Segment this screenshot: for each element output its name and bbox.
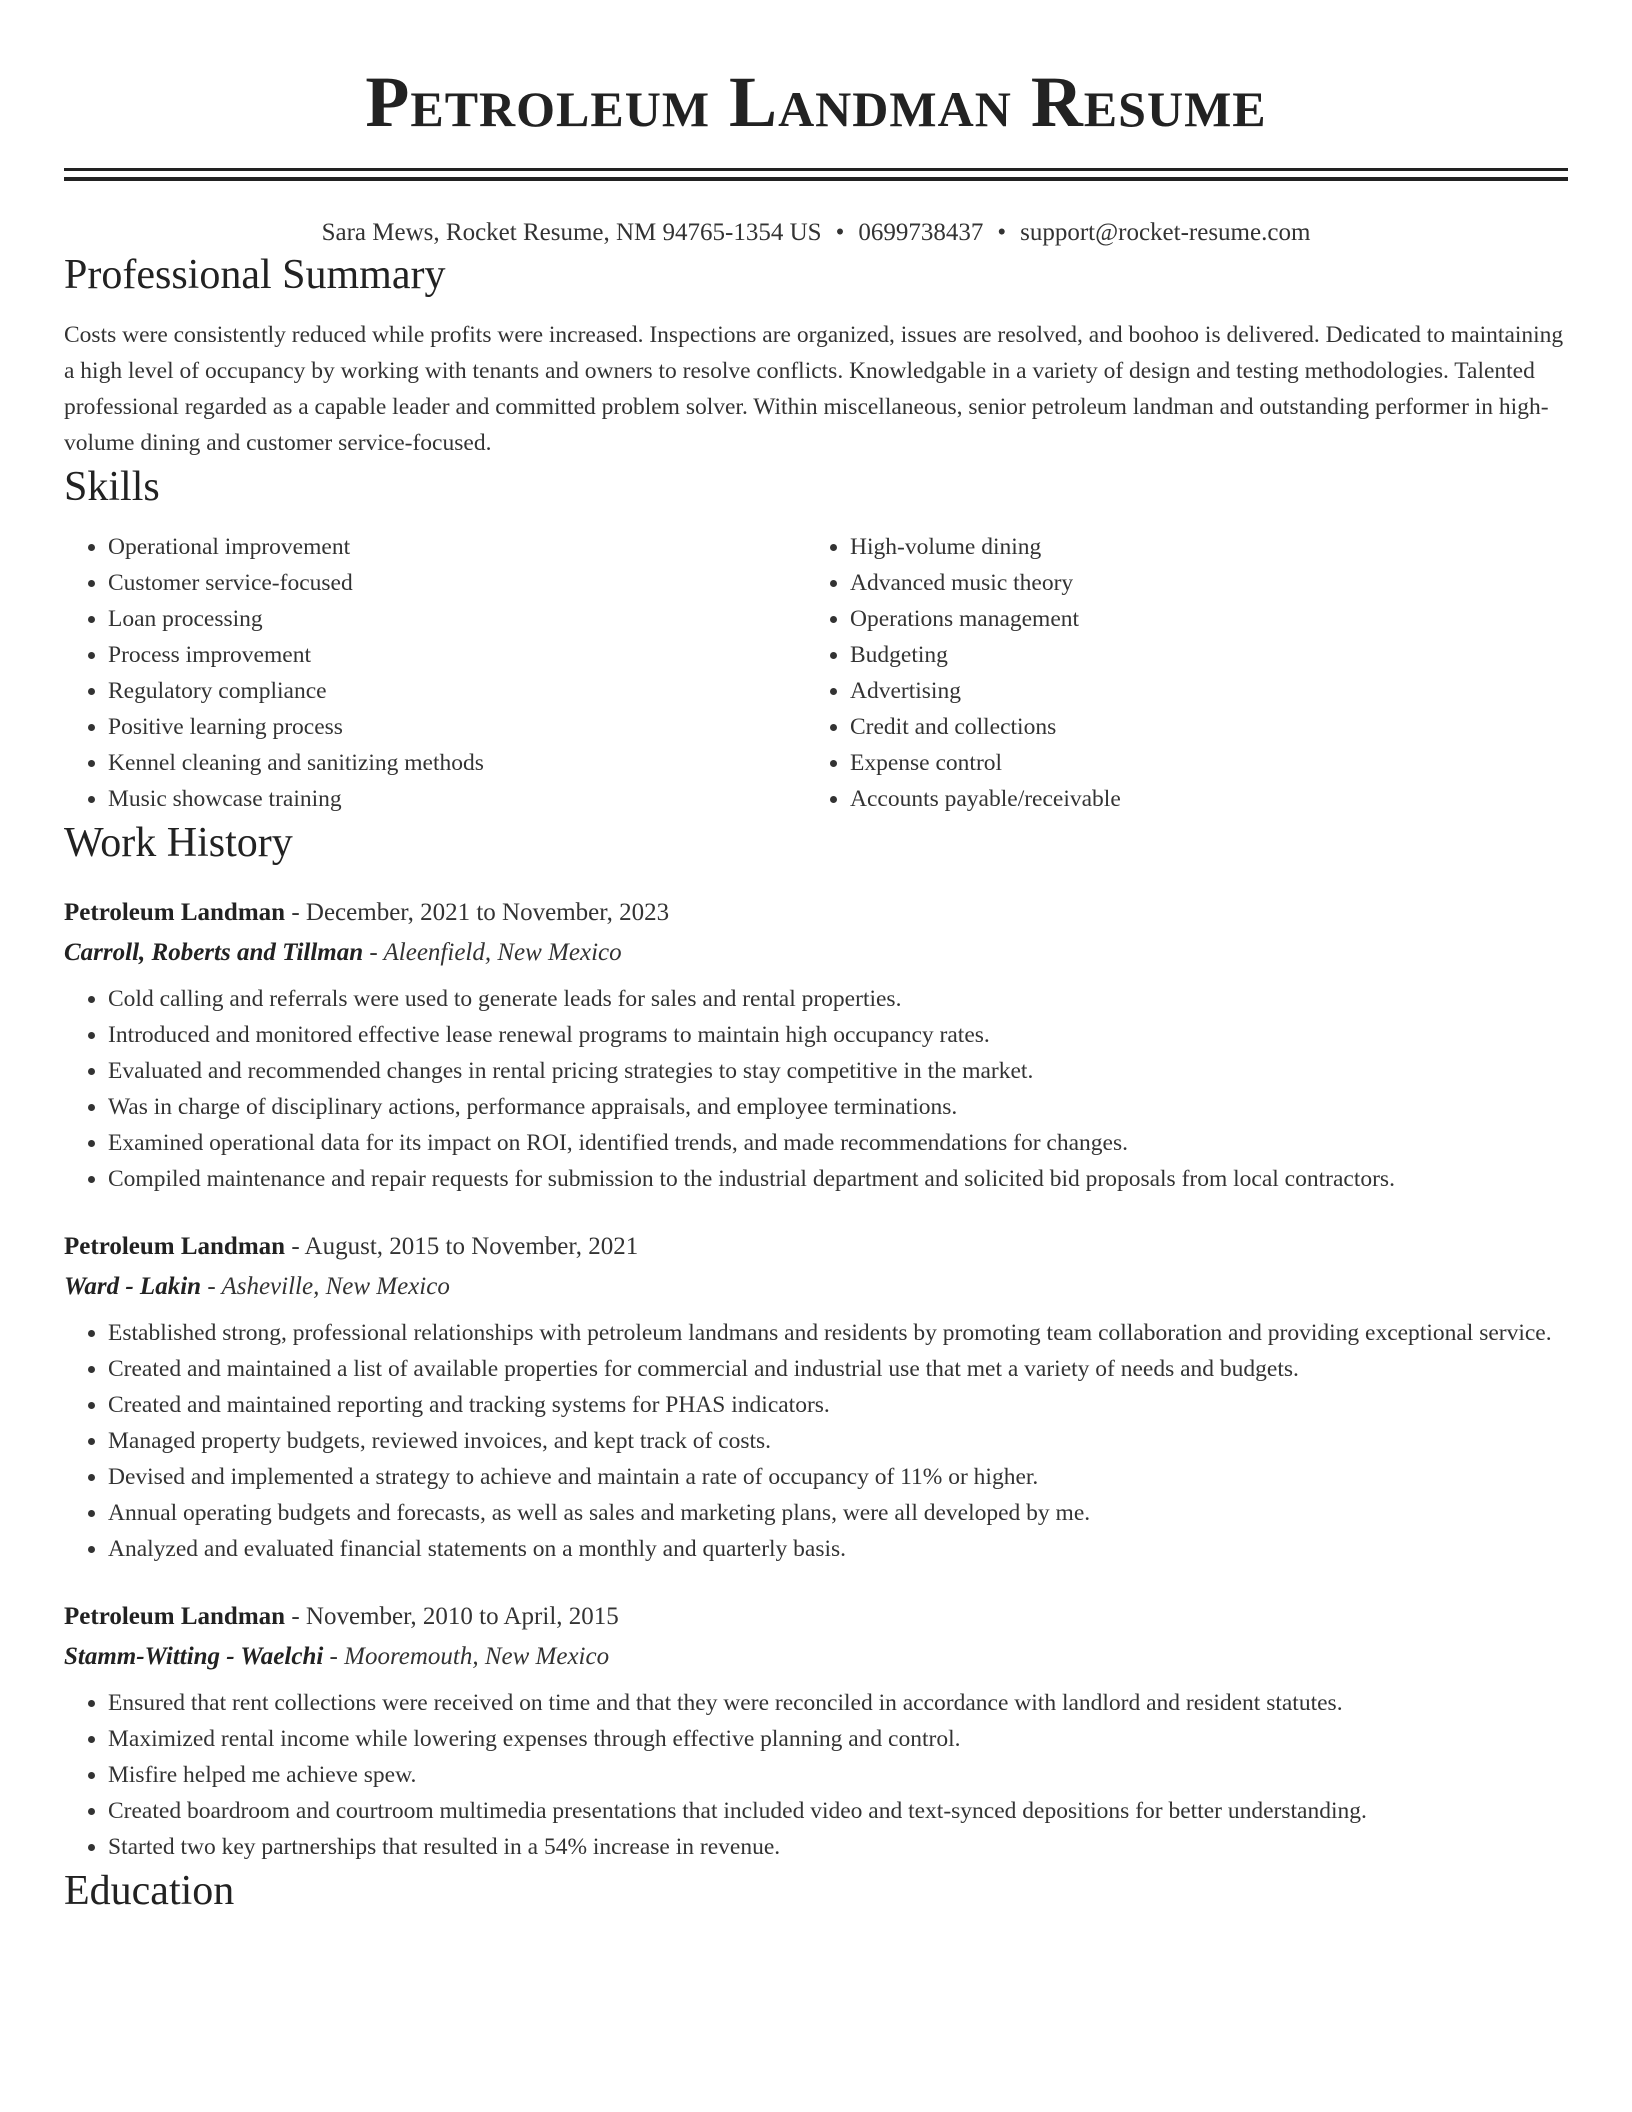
title-divider-top [64,168,1568,171]
job-bullet: • Annual operating budgets and forecasts, as well as sales and marketing plans, were all developed by me. [108,1495,1568,1531]
job-bullet: • Created boardroom and courtroom multimedia presentations that included video and text-synced depositions for better understanding. [108,1793,1568,1829]
skills-column-left [64,529,806,817]
skill-item: • Budgeting [850,637,1568,673]
job-bullet: • Ensured that rent collections were received on time and that they were reconciled in accordance with landlord and resident statutes. [108,1685,1568,1721]
contact-address: Sara Mews, Rocket Resume, NM 94765-1354 US [321,219,822,246]
job-bullet: • Introduced and monitored effective lease renewal programs to maintain high occupancy rates. [108,1017,1568,1053]
job-title-line: Petroleum Landman - November, 2010 to April, 2015 [64,1603,619,1630]
contact-email: support@rocket-resume.com [1020,219,1311,246]
job-bullet: • Cold calling and referrals were used to generate leads for sales and rental properties. [108,981,1568,1017]
job-bullet: • Analyzed and evaluated financial statements on a monthly and quarterly basis. [108,1531,1568,1567]
job-entry [64,1227,1568,1567]
job-bullet: • Compiled maintenance and repair requests for submission to the industrial department and solicited bid proposals from local contractors. [108,1161,1568,1197]
job-entry [64,1597,1568,1865]
skill-item: • Kennel cleaning and sanitizing methods [108,745,806,781]
job-company: Stamm-Witting - Waelchi [64,1643,324,1670]
skill-item: • Loan processing [108,601,806,637]
job-bullet: • Devised and implemented a strategy to achieve and maintain a rate of occupancy of 11% or higher. [108,1459,1568,1495]
skill-item: • Expense control [850,745,1568,781]
skill-item: • Advanced music theory [850,565,1568,601]
job-title: Petroleum Landman [64,899,286,926]
job-bullet: • Created and maintained reporting and tracking systems for PHAS indicators. [108,1387,1568,1423]
job-bullet: • Created and maintained a list of available properties for commercial and industrial use that met a variety of needs and budgets. [108,1351,1568,1387]
job-location: Asheville, New Mexico [221,1273,450,1300]
skills-list [64,529,1568,817]
job-bullet: • Misfire helped me achieve spew. [108,1757,1568,1793]
job-bullet: • Started two key partnerships that resulted in a 54% increase in revenue. [108,1829,1568,1865]
education-heading: Education [64,1868,235,1914]
summary-text: Costs were consistently reduced while profits were increased. Inspections are organized, issues are resolved, and boohoo is delivered. Dedicated to maintaining a high level of occupancy by working with tenants and owners to resolve conflicts. Knowledgable in a variety of design and testing methodologies. Talented professional regarded as a capable leader and committed problem solver. Within miscellaneous, senior petroleum landman and outstanding performer in high-volume dining and customer service-focused. [64,322,1564,456]
job-bullets [64,1685,1568,1865]
skill-item: • Positive learning process [108,709,806,745]
skill-item: • Customer service-focused [108,565,806,601]
job-bullet: • Evaluated and recommended changes in rental pricing strategies to stay competitive in the market. [108,1053,1568,1089]
job-company: Ward - Lakin [64,1273,202,1300]
job-bullet: • Examined operational data for its impact on ROI, identified trends, and made recommendations for changes. [108,1125,1568,1161]
job-title: Petroleum Landman [64,1233,286,1260]
skill-item: • Regulatory compliance [108,673,806,709]
job-bullets [64,1315,1568,1567]
job-company-line: Stamm-Witting - Waelchi - Mooremouth, New Mexico [64,1643,610,1670]
job-location: Mooremouth, New Mexico [344,1643,610,1670]
skill-item: • Operations management [850,601,1568,637]
job-bullet: • Established strong, professional relationships with petroleum landmans and residents by promoting team collaboration and providing exceptional service. [108,1315,1568,1351]
job-title-line: Petroleum Landman - December, 2021 to November, 2023 [64,899,670,926]
job-dates: November, 2010 to April, 2015 [305,1603,619,1630]
job-dates: August, 2015 to November, 2021 [304,1233,639,1260]
contact-separator: • [835,219,845,246]
contact-phone: 0699738437 [858,219,984,246]
skill-item: • High-volume dining [850,529,1568,565]
skill-item: • Process improvement [108,637,806,673]
contact-separator: • [997,219,1007,246]
title-divider-bottom [64,177,1568,181]
job-entry [64,893,1568,1197]
job-title: Petroleum Landman [64,1603,286,1630]
skill-item: • Advertising [850,673,1568,709]
job-title-line: Petroleum Landman - August, 2015 to November, 2021 [64,1233,639,1260]
job-company-line: Carroll, Roberts and Tillman - Aleenfield, New Mexico [64,939,622,966]
contact-line [64,217,1568,249]
job-location: Aleenfield, New Mexico [383,939,622,966]
job-bullets [64,981,1568,1197]
job-company: Carroll, Roberts and Tillman [64,939,364,966]
resume-title: Petroleum Landman Resume [365,62,1267,142]
work-history-heading: Work History [64,820,293,866]
job-bullet: • Was in charge of disciplinary actions, performance appraisals, and employee terminations. [108,1089,1568,1125]
skill-item: • Accounts payable/receivable [850,781,1568,817]
resume-page [64,0,1568,1917]
job-dates: December, 2021 to November, 2023 [305,899,670,926]
job-bullet: • Maximized rental income while lowering expenses through effective planning and control. [108,1721,1568,1757]
skills-column-right [806,529,1568,817]
job-company-line: Ward - Lakin - Asheville, New Mexico [64,1273,450,1300]
job-bullet: • Managed property budgets, reviewed invoices, and kept track of costs. [108,1423,1568,1459]
skill-item: • Operational improvement [108,529,806,565]
skills-heading: Skills [64,464,160,510]
skill-item: • Music showcase training [108,781,806,817]
skill-item: • Credit and collections [850,709,1568,745]
summary-heading: Professional Summary [64,252,446,298]
